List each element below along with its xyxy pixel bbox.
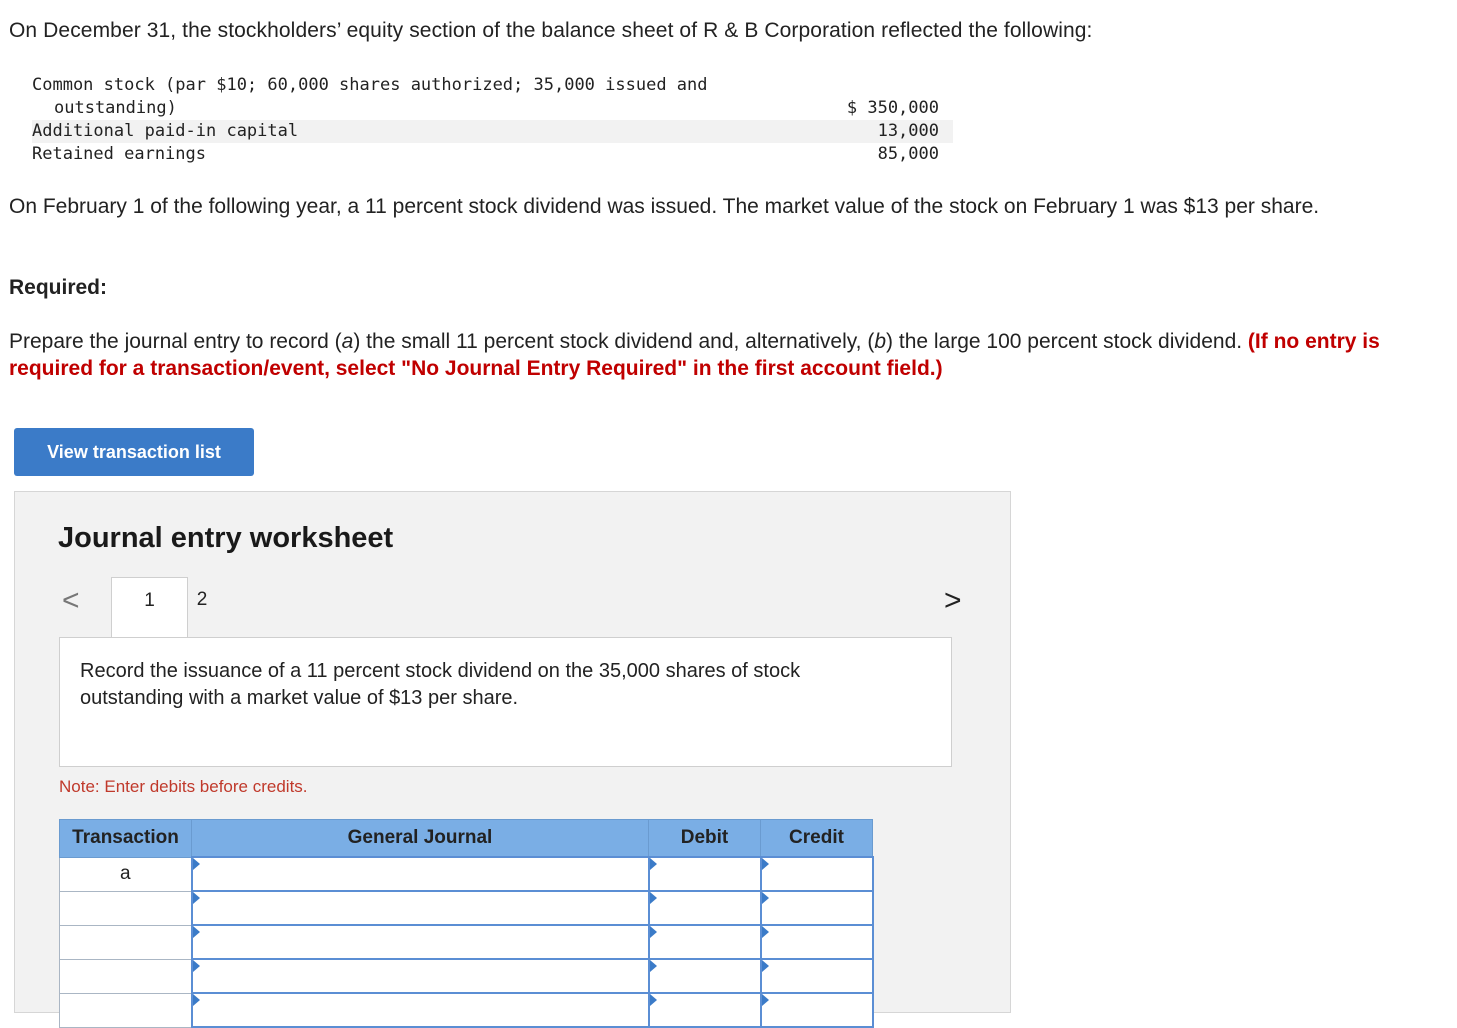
prep-italic-a: a xyxy=(341,330,354,353)
table-row xyxy=(60,857,873,891)
journal-header-row xyxy=(60,820,873,858)
tab-1[interactable]: 1 xyxy=(111,577,188,638)
debit-input[interactable] xyxy=(649,925,761,959)
equity-label: Retained earnings xyxy=(32,144,206,164)
instruction-text: Record the issuance of a 11 percent stock dividend on the 35,000 shares of stock outstanding with a market value of $13 per share. xyxy=(80,660,801,709)
equity-row-retained xyxy=(32,143,953,166)
dropdown-marker-icon xyxy=(762,994,769,1006)
note-text: Note: Enter debits before credits. xyxy=(59,777,308,796)
general-journal-input[interactable] xyxy=(192,993,649,1027)
equity-amount: $ 350,000 xyxy=(846,98,939,118)
dropdown-marker-icon xyxy=(650,926,657,938)
intro-text: On December 31, the stockholders’ equity section of the balance sheet of R & B Corporation reflected the following: xyxy=(9,19,1093,42)
general-journal-input[interactable] xyxy=(192,959,649,993)
header-general-journal: General Journal xyxy=(192,820,649,858)
dropdown-marker-icon xyxy=(762,960,769,972)
journal-worksheet xyxy=(14,491,1011,1013)
dropdown-marker-icon xyxy=(762,892,769,904)
dropdown-marker-icon xyxy=(650,994,657,1006)
debit-input[interactable] xyxy=(649,959,761,993)
header-credit: Credit xyxy=(761,820,873,858)
general-journal-input[interactable] xyxy=(192,891,649,925)
dropdown-marker-icon xyxy=(762,926,769,938)
dropdown-marker-icon xyxy=(650,858,657,870)
dropdown-marker-icon xyxy=(193,926,200,938)
header-debit: Debit xyxy=(649,820,761,858)
debit-input[interactable] xyxy=(649,857,761,891)
prep-italic-b: b xyxy=(874,330,887,353)
equity-label-line2: outstanding) xyxy=(54,98,177,118)
table-row xyxy=(60,891,873,925)
general-journal-input[interactable] xyxy=(192,857,649,891)
credit-input[interactable] xyxy=(761,993,873,1027)
dropdown-marker-icon xyxy=(650,960,657,972)
transaction-cell xyxy=(60,959,192,993)
transaction-cell: a xyxy=(60,857,192,891)
credit-input[interactable] xyxy=(761,857,873,891)
header-transaction: Transaction xyxy=(60,820,192,858)
credit-input[interactable] xyxy=(761,925,873,959)
chevron-right-icon[interactable]: > xyxy=(944,584,962,617)
journal-table xyxy=(59,819,874,1028)
dropdown-marker-icon xyxy=(193,960,200,972)
debit-input[interactable] xyxy=(649,993,761,1027)
equity-table xyxy=(32,74,953,166)
prep-red-instruction: (If no entry is required for a transaction/event, select "No Journal Entry Required" in the first account field.) xyxy=(9,330,1380,380)
equity-label-line1: Common stock (par $10; 60,000 shares authorized; 35,000 issued and xyxy=(32,75,708,95)
debit-input[interactable] xyxy=(649,891,761,925)
transaction-cell xyxy=(60,925,192,959)
credit-input[interactable] xyxy=(761,959,873,993)
equity-label xyxy=(32,74,832,120)
chevron-left-icon[interactable]: < xyxy=(62,584,80,617)
required-label: Required: xyxy=(9,276,108,299)
prep-text-3: ) the large 100 percent stock dividend. xyxy=(886,330,1248,353)
table-row xyxy=(60,959,873,993)
credit-input[interactable] xyxy=(761,891,873,925)
table-row xyxy=(60,925,873,959)
view-transaction-list-button[interactable]: View transaction list xyxy=(14,428,254,476)
table-row xyxy=(60,993,873,1027)
dropdown-marker-icon xyxy=(650,892,657,904)
dropdown-marker-icon xyxy=(193,994,200,1006)
general-journal-input[interactable] xyxy=(192,925,649,959)
equity-row-common xyxy=(32,74,953,120)
prepare-paragraph xyxy=(9,328,1429,382)
worksheet-title: Journal entry worksheet xyxy=(58,522,394,554)
transaction-cell xyxy=(60,891,192,925)
equity-label: Additional paid-in capital xyxy=(32,120,832,143)
equity-row-apic xyxy=(32,120,953,143)
transaction-cell xyxy=(60,993,192,1027)
dropdown-marker-icon xyxy=(193,858,200,870)
prep-text-2: ) the small 11 percent stock dividend and, alternatively, ( xyxy=(353,330,875,353)
instruction-box xyxy=(59,637,952,767)
feb-paragraph: On February 1 of the following year, a 11 percent stock dividend was issued. The market value of the stock on February 1 was $13 per share. xyxy=(9,195,1320,218)
equity-amount: 13,000 xyxy=(832,120,953,143)
dropdown-marker-icon xyxy=(762,858,769,870)
dropdown-marker-icon xyxy=(193,892,200,904)
equity-amount: 85,000 xyxy=(877,144,939,164)
tab-2[interactable]: 2 xyxy=(196,589,208,610)
prep-text-1: Prepare the journal entry to record ( xyxy=(9,330,342,353)
